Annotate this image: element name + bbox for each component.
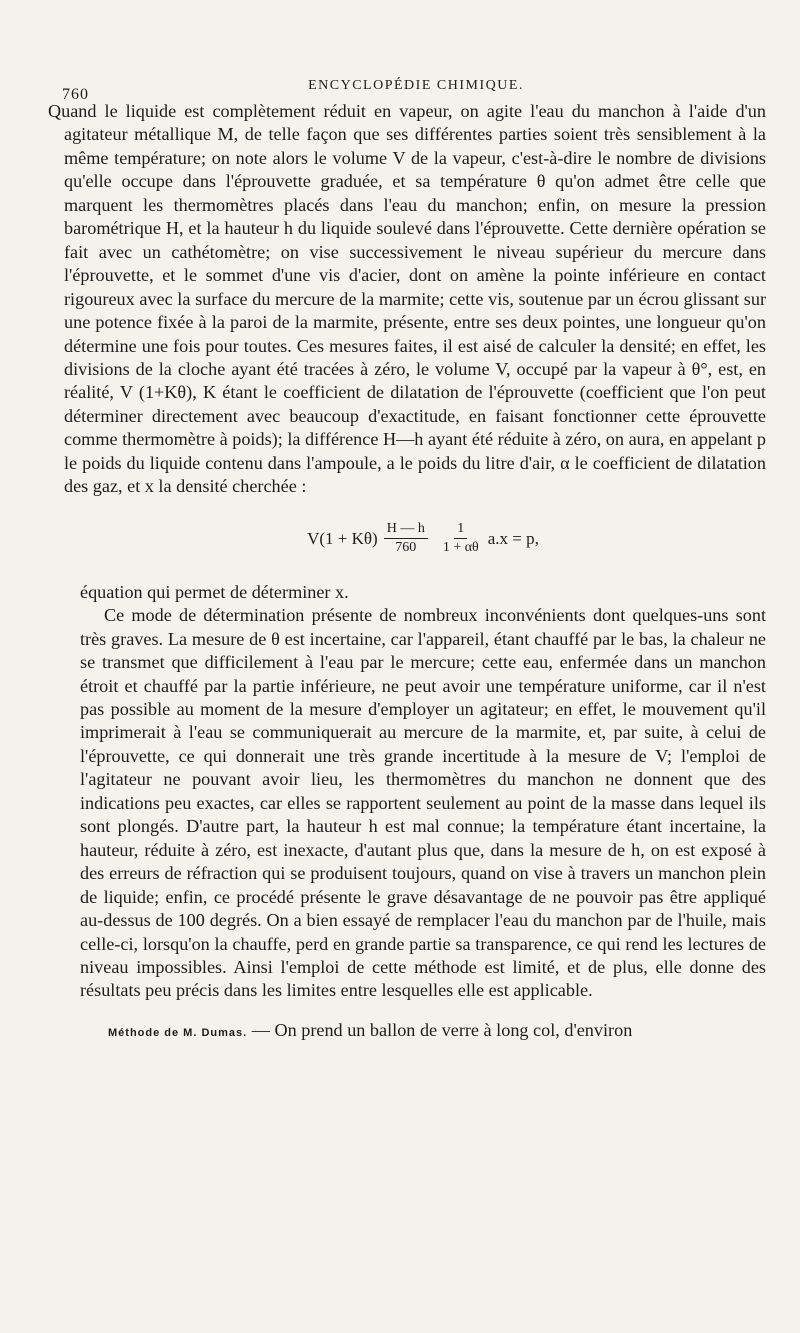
paragraph-inconveniences: Ce mode de détermination présente de nombreux inconvénients dont quelques-uns sont très graves. La mesure de θ est incertaine, car l'appareil, étant chauffé par le bas, la chaleur ne se transmet que difficilement à l'eau par le mercure; cette eau, enfermée dans un manchon étroit et chauffé par la partie inférieure, ne peut avoir une température uniforme, car il n'est pas possible au moment de la mesure d'employer un agitateur; en effet, le mouvement qu'il imprimerait à l'eau se communiquerait au mercure de la marmite, et, par suite, à celui de l'éprouvette, ce qui donnerait une très grande incertitude à la mesure de V; l'emploi de l'agitateur ne pouvant avoir lieu, les thermomètres du manchon ne donnent que des indications peu exactes, car elles se rapportent seulement au point de la masse dans lequel ils sont plongés. D'autre part, la hauteur h est mal connue; la température étant incertaine, la hauteur, réduite à zéro, est inexacte, d'autant plus que, dans la mesure de h, on est exposé à des erreurs de réfraction qui se produisent toujours, quand on vise à travers un manchon plein de liquide; enfin, ce procédé présente le grave désavantage de ne pouvoir pas être appliqué au-dessus de 100 degrés. On a bien essayé de remplacer l'eau du manchon par de l'huile, mais celle-ci, lorsqu'on la chauffe, perd en grande partie sa transparence, ce qui rend les lectures de niveau impossibles. Ainsi l'emploi de cette méthode est limité, et de plus, elle donne des résultats peu précis dans les limites entre lesquelles elle est applicable. [80,605,766,1001]
formula-rhs: a.x = p, [487,528,539,548]
page-header [62,78,770,102]
paragraph-dumas-method [80,1019,766,1045]
body-text [48,100,766,1045]
running-title: ENCYCLOPÉDIE CHIMIQUE. [308,78,524,93]
page-number: 760 [62,86,89,103]
section-title-dumas: Méthode de M. Dumas. [108,1026,248,1039]
fraction-denominator: 1 + αθ [442,540,479,556]
formula-fraction-dilatation [440,521,482,556]
fraction-numerator: H — h [384,521,428,539]
formula-lhs: V(1 + Kθ) [307,528,378,548]
dumas-method-text: — On prend un ballon de verre à long col, d'environ [247,1019,633,1040]
density-formula [80,501,766,577]
formula-fraction-pressure [384,521,428,556]
fraction-numerator: 1 [454,521,467,539]
fraction-denominator: 760 [395,540,417,556]
paragraph-equation-note: équation qui permet de déterminer x. [80,581,349,602]
paragraph-vapour-measurement: Quand le liquide est complètement réduit en vapeur, on agite l'eau du manchon à l'aide d'un agitateur métallique M, de telle façon que ses différentes parties soient très sensiblement à la même température; on note alors le volume V de la vapeur, c'est-à-dire le nombre de divisions qu'elle occupe dans l'éprouvette graduée, et sa température θ qu'on admet être celle que marquent les thermomètres placés dans l'eau du manchon; enfin, on mesure la pression barométrique H, et la hauteur h du liquide soulevé dans l'éprouvette. Cette dernière opération se fait avec un cathétomètre; on vise successivement le niveau supérieur du mercure dans l'éprouvette, et le sommet d'une vis d'acier, dont on amène la pointe inférieure en contact rigoureux avec la surface du mercure de la marmite; cette vis, soutenue par un écrou glissant sur une potence fixée à la paroi de la marmite, présente, entre ses deux pointes, une longueur qu'on détermine une fois pour toutes. Ces mesures faites, il est aisé de calculer la densité; en effet, les divisions de la cloche ayant été tracées à zéro, le volume V, occupé par la vapeur à θ°, est, en réalité, V (1+Kθ), K étant le coefficient de dilatation de l'éprouvette (coefficient que l'on peut déterminer directement avec beaucoup d'exactitude, en faisant fonctionner cette éprouvette comme thermomètre à poids); la différence H—h ayant été réduite à zéro, on aura, en appelant p le poids du liquide contenu dans l'ampoule, a le poids du litre d'air, α le coefficient de dilatation des gaz, et x la densité cherchée : [48,101,766,497]
